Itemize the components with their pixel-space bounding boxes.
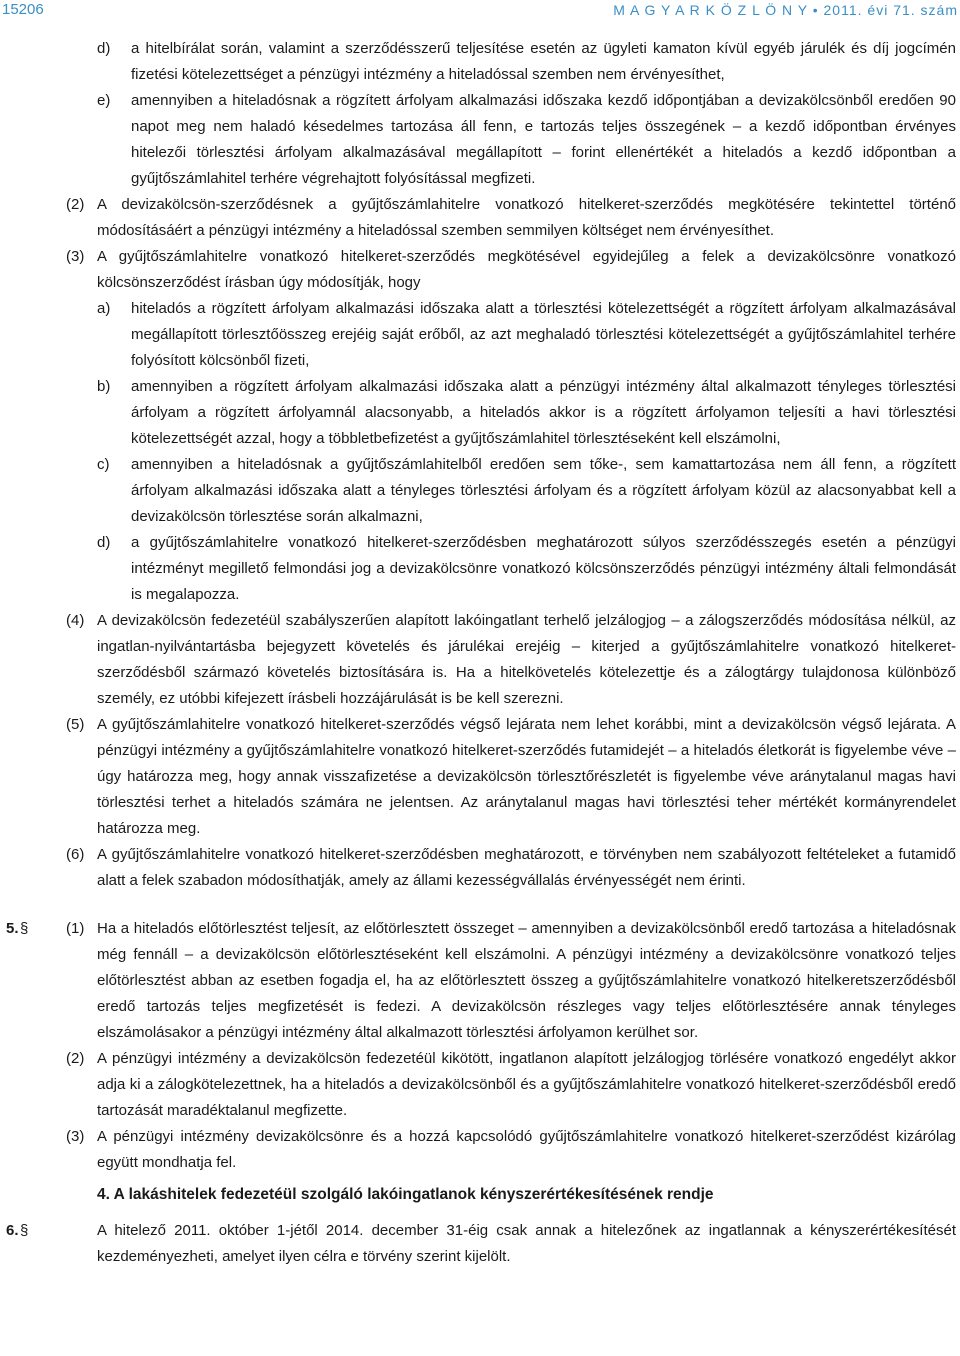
paragraph-number: (4) [66, 612, 85, 629]
subpoint [0, 452, 960, 530]
journal-title: M A G Y A R K Ö Z L Ö N Y • 2011. évi 71. szám [613, 2, 958, 18]
paragraph [0, 244, 960, 296]
section-number: 5. [6, 920, 19, 937]
paragraph-text: A gyűjtőszámlahitelre vonatkozó hitelkeret-szerződésben meghatározott, e törvényben nem szabályozott feltételeket a futamidő alatt a felek szabadon módosíthatják, amely az állami kezességvállalás érvényességét nem érinti. [97, 846, 956, 889]
document-body [0, 36, 960, 1270]
subpoint-text: amennyiben a rögzített árfolyam alkalmazási időszaka alatt a pénzügyi intézmény által alkalmazott tényleges törlesztési árfolyam a rögzített árfolyamnál alacsonyabb, a hiteladós akkor is a rögzített árfolyamon teljesíti a havi törlesztési kötelezettségét azzal, hogy a többletbefizetést a gyűjtőszámlahitel törlesztéseként kell elszámolni, [131, 378, 956, 447]
page-header [0, 0, 960, 20]
paragraph [0, 916, 960, 1046]
subpoint-text: hiteladós a rögzített árfolyam alkalmazási időszaka alatt a törlesztési kötelezettségét a rögzített árfolyam alkalmazásával megállapított törlesztőösszeg erejéig saját erőből, az azt meghaladó törlesztési kötelezettségét a gyűjtőszámlahitel terhére folyósított kölcsönből fizeti, [131, 300, 956, 369]
subpoint-label: e) [97, 92, 111, 109]
paragraph-number: (2) [66, 196, 85, 213]
paragraph [0, 192, 960, 244]
section-symbol: § [20, 920, 29, 937]
subpoint-text: a gyűjtőszámlahitelre vonatkozó hitelkeret-szerződésben meghatározott súlyos szerződésszegés esetén a pénzügyi intézményt megillető felmondási jog a devizakölcsönre vonatkozó kölcsönszerződés pénzügyi intézmény általi felmondását is megalapozza. [131, 534, 956, 603]
paragraph-number: (2) [66, 1050, 85, 1067]
paragraph-number: (5) [66, 716, 85, 733]
subpoint-label: d) [97, 534, 111, 551]
subpoint [0, 36, 960, 88]
paragraph-number: (3) [66, 248, 85, 265]
subpoint [0, 88, 960, 192]
subpoint-text: amennyiben a hiteladósnak a rögzített árfolyam alkalmazási időszaka kezdő időpontjában a devizakölcsönből eredően 90 napot meg nem haladó késedelmes tartozása áll fenn, e tartozás teljes összegének – a kezdő időpontban érvényes hitelezői törlesztési árfolyam alkalmazásával megállapított – forint ellenértékét a hiteladós a kezdő időpontban a gyűjtőszámlahitel terhére végrehajtott folyósítással megfizeti. [131, 92, 956, 187]
paragraph [0, 1218, 960, 1270]
paragraph [0, 712, 960, 842]
paragraph-text: A pénzügyi intézmény a devizakölcsön fedezetéül kikötött, ingatlanon alapított jelzálogjog törlésére vonatkozó engedélyt akkor adja ki a zálogkötelezettnek, ha a hiteladós a devizakölcsönből és a gyűjtőszámlahitelre vonatkozó hitelkeret-szerződésből eredő tartozását maradéktalanul megfizette. [97, 1050, 956, 1119]
subpoint-text: a hitelbírálat során, valamint a szerződésszerű teljesítése esetén az ügyleti kamaton kívül egyéb járulék és díj jogcímén fizetési kötelezettséget a pénzügyi intézmény a hiteladóssal szemben nem érvényesíthet, [131, 40, 956, 83]
paragraph-text: A gyűjtőszámlahitelre vonatkozó hitelkeret-szerződés megkötésével egyidejűleg a felek a devizakölcsönre vonatkozó kölcsönszerződést írásban úgy módosítják, hogy [97, 248, 956, 291]
paragraph-text: A hitelező 2011. október 1-jétől 2014. december 31-éig csak annak a hitelezőnek az ingatlannak a kényszerértékesítését kezdeményezheti, amelyet ilyen célra e törvény szerint kijelölt. [97, 1222, 956, 1265]
subpoint-label: b) [97, 378, 111, 395]
paragraph-text: A devizakölcsön-szerződésnek a gyűjtőszámlahitelre vonatkozó hitelkeret-szerződés megkötésére tekintettel történő módosításáért a pénzügyi intézmény a hiteladóssal szemben semmilyen költséget nem érvényesíthet. [97, 196, 956, 239]
paragraph-text: A pénzügyi intézmény devizakölcsönre és a hozzá kapcsolódó gyűjtőszámlahitelre vonatkozó hitelkeret-szerződést kizárólag együtt mondhatja fel. [97, 1128, 956, 1171]
subpoint [0, 374, 960, 452]
subpoint [0, 296, 960, 374]
paragraph-text: Ha a hiteladós előtörlesztést teljesít, az előtörlesztett összeget – amennyiben a devizakölcsönből eredő tartozása a hiteladósnak még fennáll – a devizakölcsön előtörlesztéseként kell elszámolni. A pénzügyi intézmény a devizakölcsönre vonatkozó teljes előtörlesztést abban az esetben fogadja el, ha az előtörlesztett összeg a gyűjtőszámlahitelre vonatkozó hitelkeretszerződésből eredő tartozás teljes megfizetését is fedezi. A devizakölcsön részleges vagy teljes előtörlesztésére annak tényleges elszámolásakor a pénzügyi intézmény által alkalmazott törlesztési árfolyamon kerülhet sor. [97, 920, 956, 1041]
paragraph-number: (1) [66, 920, 85, 937]
section-gap [0, 894, 960, 916]
subpoint-label: c) [97, 456, 110, 473]
section-number: 6. [6, 1222, 19, 1239]
paragraph-text: A devizakölcsön fedezetéül szabályszerűen alapított lakóingatlant terhelő jelzálogjog – a zálogszerződés módosítása nélkül, az ingatlan-nyilvántartásba bejegyzett követelés és járulékai erejéig – kiterjed a gyűjtőszámlahitelre vonatkozó hitelkeret-szerződésből származó követelés biztosítására is. Ha a hitelkövetelés kötelezettje és a zálogtárgy tulajdonosa különböző személy, ez utóbbi kifejezett írásbeli hozzájárulását is be kell szerezni. [97, 612, 956, 707]
paragraph-number: (3) [66, 1128, 85, 1145]
paragraph [0, 608, 960, 712]
paragraph [0, 1124, 960, 1176]
paragraph [0, 842, 960, 894]
subpoint-label: d) [97, 40, 111, 57]
page-number: 15206 [2, 1, 44, 18]
subpoint [0, 530, 960, 608]
paragraph [0, 1046, 960, 1124]
section-symbol: § [20, 1222, 29, 1239]
subpoint-text: amennyiben a hiteladósnak a gyűjtőszámlahitelből eredően sem tőke-, sem kamattartozása nem áll fenn, a rögzített árfolyam alkalmazási időszaka alatt a tényleges törlesztési árfolyam és a rögzített árfolyam közül az alacsonyabbat kell a devizakölcsön törlesztése során alkalmazni, [131, 456, 956, 525]
chapter-heading: 4. A lakáshitelek fedezetéül szolgáló lakóingatlanok kényszerértékesítésének rendje [97, 1186, 714, 1203]
paragraph-text: A gyűjtőszámlahitelre vonatkozó hitelkeret-szerződés végső lejárata nem lehet korábbi, mint a devizakölcsön végső lejárata. A pénzügyi intézmény a gyűjtőszámlahitelre vonatkozó hitelkeret-szerződés futamidejét – a hiteladós életkorát is figyelembe véve – úgy határozza meg, hogy annak visszafizetése a devizakölcsön törlesztőrészletét is figyelembe véve aránytalanul magas havi törlesztési terhet a hiteladós számára ne jelentsen. Az aránytalanul magas havi törlesztési teher mértékét kormányrendelet határozza meg. [97, 716, 956, 837]
paragraph-number: (6) [66, 846, 85, 863]
subpoint-label: a) [97, 300, 111, 317]
